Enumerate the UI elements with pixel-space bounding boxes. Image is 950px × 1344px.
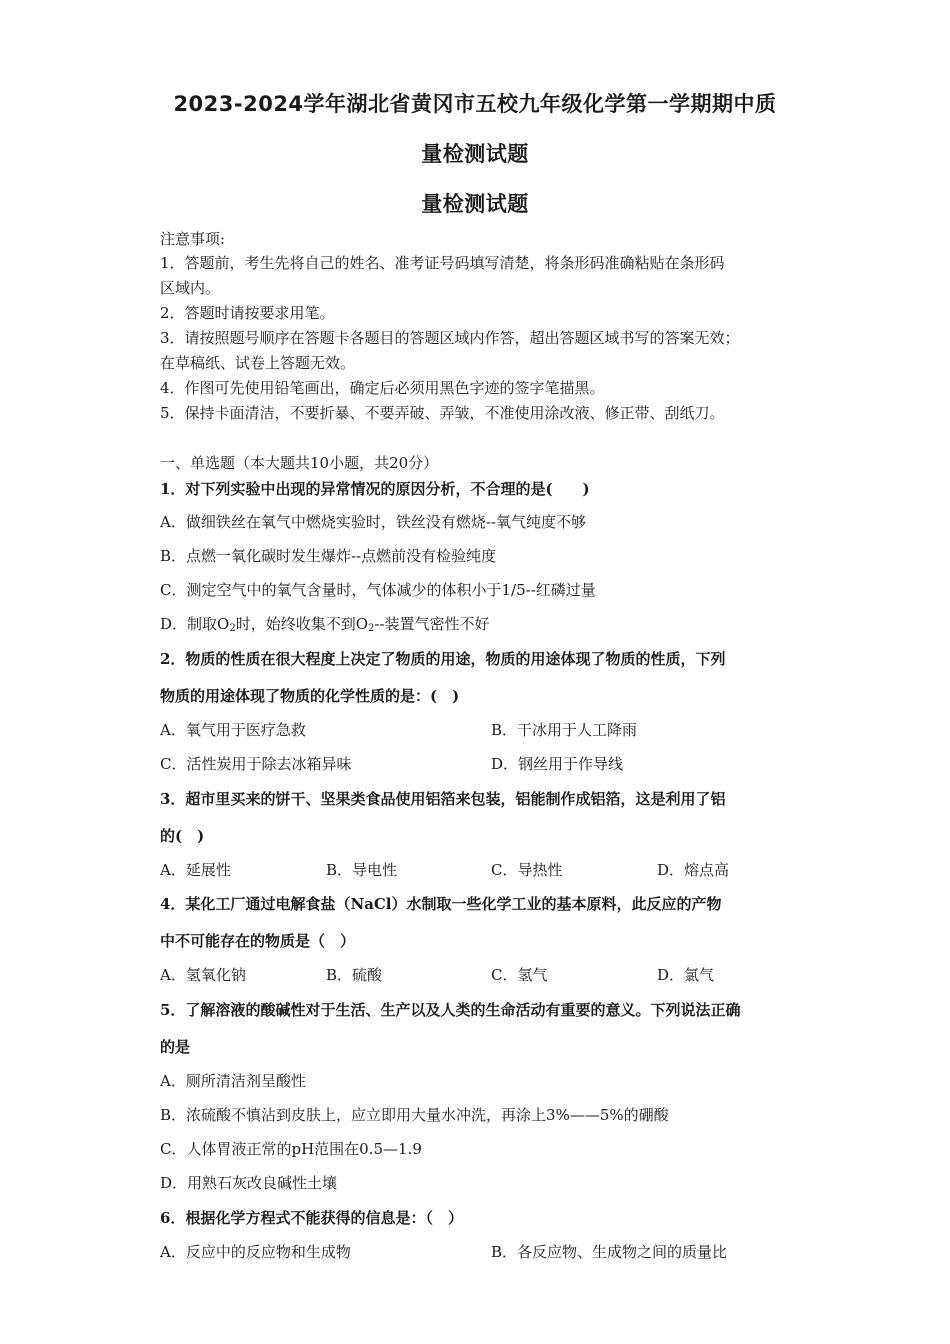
question-4-stem: 4．某化工厂通过电解食盐（NaCl）水制取一些化学工业的基本原料，此反应的产物 <box>160 895 722 913</box>
question-3-option-d: D．熔点高 <box>657 861 730 879</box>
question-6-option-a: A．反应中的反应物和生成物 <box>160 1243 351 1261</box>
notice-item: 在草稿纸、试卷上答题无效。 <box>160 354 356 372</box>
question-4-option-c: C．氢气 <box>491 966 548 984</box>
question-3-stem: 3．超市里买来的饼干、坚果类食品使用铝箔来包装，铝能制作成铝箔，这是利用了铝 <box>160 790 726 808</box>
question-4-option-b: B．硫酸 <box>326 966 383 984</box>
question-6-option-b: B．各反应物、生成物之间的质量比 <box>491 1243 728 1261</box>
question-3-option-c: C．导热性 <box>491 861 563 879</box>
notice-item: 区域内。 <box>160 279 221 297</box>
question-3-option-b: B．导电性 <box>326 861 398 879</box>
notice-item: 5．保持卡面清洁，不要折暴、不要弄破、弄皱，不准使用涂改液、修正带、刮纸刀。 <box>160 404 725 422</box>
question-2-option-d: D．钢丝用于作导线 <box>491 755 624 773</box>
option-d-text-2: 时，始终收集不到O <box>235 615 369 633</box>
notice-item: 3．请按照题号顺序在答题卡各题目的答题区域内作答，超出答题区域书写的答案无效； <box>160 329 740 347</box>
question-5-option-d: D．用熟石灰改良碱性土壤 <box>160 1174 338 1192</box>
notice-item: 1．答题前，考生先将自己的姓名、准考证号码填写清楚，将条形码准确粘贴在条形码 <box>160 254 725 272</box>
question-2-option-a: A．氧气用于医疗急救 <box>160 721 306 739</box>
question-1-stem: 1．对下列实验中出现的异常情况的原因分析，不合理的是( ) <box>160 480 590 498</box>
subscript: 2 <box>229 623 236 634</box>
question-5-stem: 5．了解溶液的酸碱性对于生活、生产以及人类的生命活动有重要的意义。下列说法正确 <box>160 1001 741 1019</box>
question-5-option-b: B．浓硫酸不慎沾到皮肤上，应立即用大量水冲洗，再涂上3%——5%的硼酸 <box>160 1106 669 1124</box>
question-5-stem: 的是 <box>160 1038 191 1056</box>
question-4-option-d: D．氯气 <box>657 966 715 984</box>
exam-title-line-2: 量检测试题 <box>421 142 529 166</box>
question-1-option-d <box>160 613 490 634</box>
section-heading: 一、单选题（本大题共10小题，共20分） <box>160 454 439 472</box>
question-2-stem: 物质的用途体现了物质的化学性质的是：( ) <box>160 687 460 705</box>
notice-heading: 注意事项: <box>160 230 226 248</box>
question-2-stem: 2．物质的性质在很大程度上决定了物质的用途，物质的用途体现了物质的性质，下列 <box>160 650 726 668</box>
notice-item: 4．作图可先使用铅笔画出，确定后必须用黑色字迹的签字笔描黑。 <box>160 379 605 397</box>
question-1-option-c: C．测定空气中的氧气含量时，气体减少的体积小于1/5--红磷过量 <box>160 581 596 599</box>
question-2-option-b: B．干冰用于人工降雨 <box>491 721 638 739</box>
subscript: 2 <box>368 623 375 634</box>
question-1-option-a: A．做细铁丝在氧气中燃烧实验时，铁丝没有燃烧--氧气纯度不够 <box>160 513 586 531</box>
notice-item: 2．答题时请按要求用笔。 <box>160 304 335 322</box>
option-d-text-1: D．制取O <box>160 615 230 633</box>
question-4-option-a: A．氢氧化钠 <box>160 966 246 984</box>
question-1-option-b: B．点燃一氧化碳时发生爆炸--点燃前没有检验纯度 <box>160 547 497 565</box>
question-4-stem: 中不可能存在的物质是（ ） <box>160 932 356 950</box>
question-5-option-c: C．人体胃液正常的pH范围在0.5—1.9 <box>160 1140 422 1158</box>
exam-title-line-1: 2023-2024学年湖北省黄冈市五校九年级化学第一学期期中质 <box>173 92 777 116</box>
question-3-option-a: A．延展性 <box>160 861 231 879</box>
option-d-text-3: --装置气密性不好 <box>374 615 490 633</box>
exam-title-line-3: 量检测试题 <box>421 192 529 216</box>
question-3-stem: 的( ) <box>160 827 205 845</box>
question-5-option-a: A．厕所清洁剂呈酸性 <box>160 1072 306 1090</box>
question-6-stem: 6．根据化学方程式不能获得的信息是：（ ） <box>160 1209 463 1227</box>
question-2-option-c: C．活性炭用于除去冰箱异味 <box>160 755 352 773</box>
